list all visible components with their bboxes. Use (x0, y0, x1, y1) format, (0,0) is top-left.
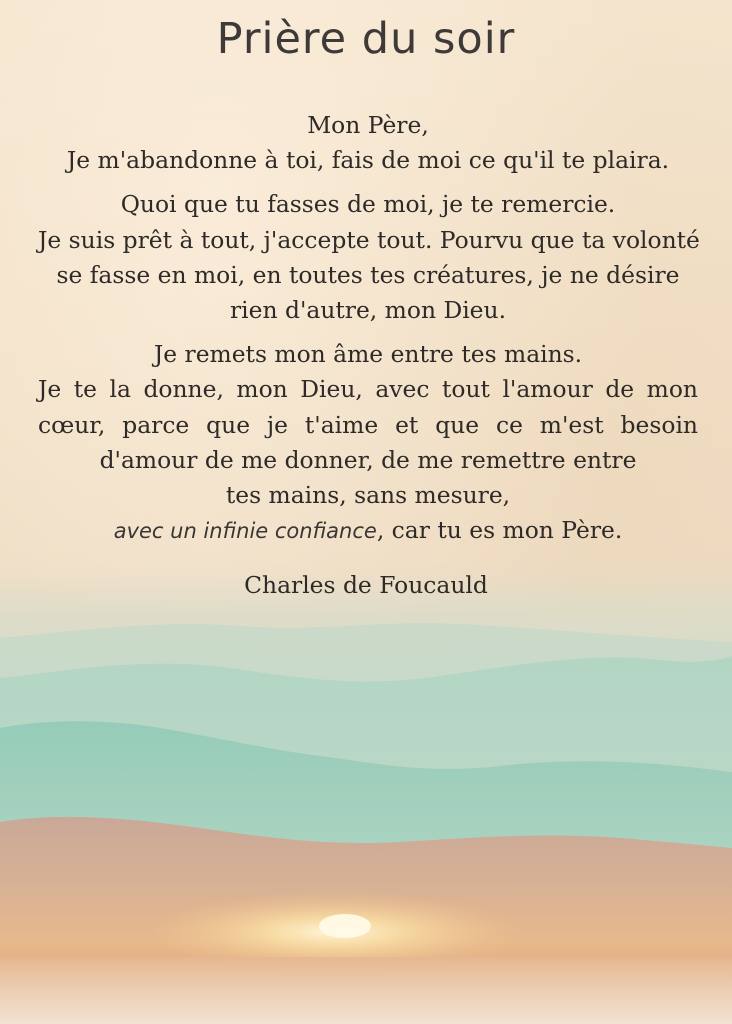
prayer-line: Je remets mon âme entre tes mains. (153, 340, 583, 369)
final-line-rest: , car tu es mon Père. (376, 516, 623, 545)
prayer-title: Prière du soir (216, 14, 516, 64)
prayer-line: d'amour de me donner, de me remettre entre (99, 445, 637, 474)
prayer-line: Mon Père, (307, 111, 429, 139)
stanza-2 (38, 187, 698, 328)
prayer-line: Quoi que tu fasses de moi, je te remercie. (120, 190, 616, 219)
script-phrase: avec un infinie confiance (113, 519, 377, 544)
prayer-final-line (38, 513, 698, 548)
mountain-landscape-illustration (0, 560, 732, 1024)
prayer-line: Je suis prêt à tout, j'accepte tout. Pourvu que ta volonté (38, 225, 700, 254)
stanza-3 (38, 337, 698, 548)
prayer-line: tes mains, sans mesure, (225, 480, 511, 509)
prayer-text (38, 108, 698, 557)
prayer-line: cœur, parce que je t'aime et que ce m'est besoin (38, 410, 698, 439)
prayer-line: Je te la donne, mon Dieu, avec tout l'amour de mon (38, 375, 698, 404)
prayer-line: rien d'autre, mon Dieu. (229, 295, 507, 324)
prayer-line: Je m'abandonne à toi, fais de moi ce qu'il te plaira. (66, 146, 670, 175)
prayer-line: se fasse en moi, en toutes tes créatures, je ne désire (56, 260, 680, 289)
stanza-1 (38, 108, 698, 178)
author-signature: Charles de Foucauld (244, 571, 488, 599)
